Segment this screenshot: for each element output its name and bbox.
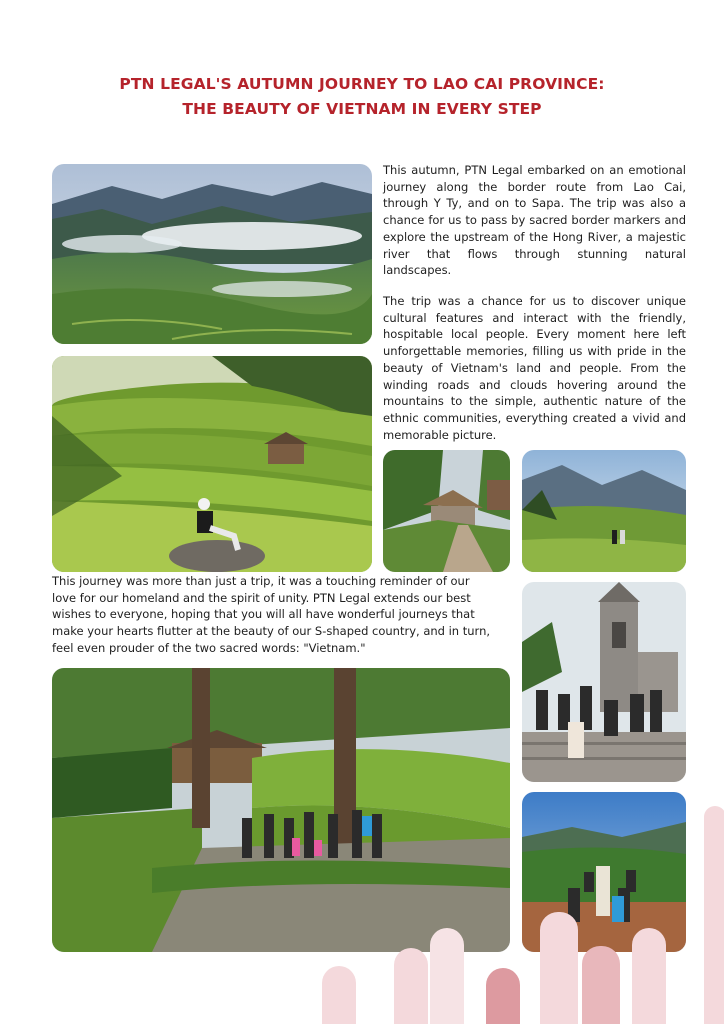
photo-valley-couple	[522, 450, 686, 572]
title-line-2: THE BEAUTY OF VIETNAM IN EVERY STEP	[182, 100, 542, 118]
deco-bar	[632, 928, 666, 1024]
deco-bar	[540, 912, 578, 1024]
closing-line-4: make your hearts flutter at the beauty of our S-shaped country, and in turn,	[52, 624, 491, 639]
photo-village-path	[383, 450, 510, 572]
closing-line-5: feel even prouder of the two sacred words: "Vietnam."	[52, 640, 366, 655]
photo-group-under-trees	[52, 668, 510, 952]
closing-line-2: love for our homeland and the spirit of unity. PTN Legal extends our best	[52, 590, 471, 605]
deco-bar	[582, 946, 620, 1024]
deco-bar	[486, 968, 520, 1024]
deco-bar	[394, 948, 428, 1024]
paragraph-closing	[52, 573, 512, 657]
closing-line-1: This journey was more than just a trip, it was a touching reminder of our	[52, 574, 470, 588]
deco-bar	[430, 928, 464, 1024]
paragraph-culture: The trip was a chance for us to discover unique cultural features and interact with the friendly, hospitable local people. Every moment here left unforgettable memories, filling us with pride in the beauty of Vietnam's land and people. From the winding roads and clouds hovering around the mountains to the simple, authentic nature of the ethnic communities, everything created a vivid and memorable picture.	[383, 294, 686, 442]
deco-bar	[704, 806, 724, 1024]
closing-line-3: wishes to everyone, hoping that you will all have wonderful journeys that	[52, 607, 475, 622]
photo-misty-mountains	[52, 164, 372, 344]
photo-rice-terraces-man	[52, 356, 372, 572]
photo-stone-church-group	[522, 582, 686, 782]
deco-bar	[322, 966, 356, 1024]
page-title	[40, 72, 684, 122]
paragraph-intro: This autumn, PTN Legal embarked on an emotional journey along the border route from Lao Cai, through Y Ty, and on to Sapa. The trip was also a chance for us to pass by sacred border markers and explore the upstream of the Hong River, a majestic river that flows through stunning natural landscapes.	[383, 163, 686, 278]
title-line-1: PTN LEGAL'S AUTUMN JOURNEY TO LAO CAI PROVINCE:	[119, 75, 605, 93]
